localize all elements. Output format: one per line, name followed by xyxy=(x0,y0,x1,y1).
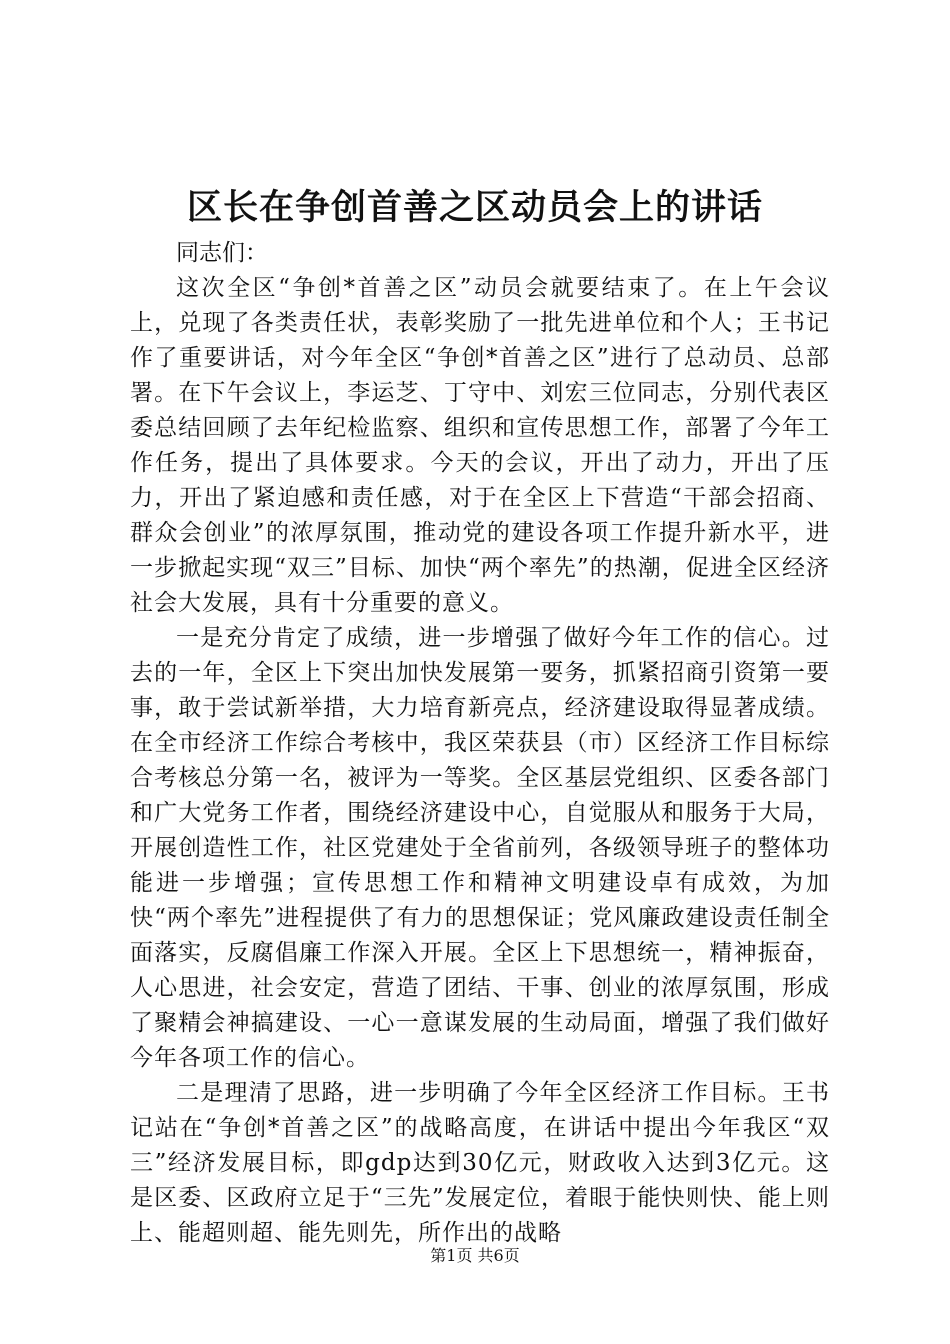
paragraph-2: 一是充分肯定了成绩，进一步增强了做好今年工作的信心。过去的一年，全区上下突出加快发展第一要务，抓紧招商引资第一要事，敢于尝试新举措，大力培育新亮点，经济建设取得显著成绩。在全市经济工作综合考核中，我区荣获县（市）区经济工作目标综合考核总分第一名，被评为一等奖。全区基层党组织、区委各部门和广大党务工作者，围绕经济建设中心，自觉服从和服务于大局，开展创造性工作，社区党建处于全省前列，各级领导班子的整体功能进一步增强；宣传思想工作和精神文明建设卓有成效，为加快“两个率先”进程提供了有力的思想保证；党风廉政建设责任制全面落实，反腐倡廉工作深入开展。全区上下思想统一，精神振奋，人心思进，社会安定，营造了团结、干事、创业的浓厚氛围，形成了聚精会神搞建设、一心一意谋发展的生动局面，增强了我们做好今年各项工作的信心。 xyxy=(130,625,830,1071)
document-body xyxy=(130,236,830,1251)
salutation: 同志们： xyxy=(176,240,268,266)
document-title: 区长在争创首善之区动员会上的讲话 xyxy=(186,187,763,228)
page-number-footer: 第1页 共6页 xyxy=(430,1246,520,1265)
paragraph-1: 这次全区“争创*首善之区”动员会就要结束了。在上午会议上，兑现了各类责任状，表彰奖励了一批先进单位和个人；王书记作了重要讲话，对今年全区“争创*首善之区”进行了总动员、总部署。在下午会议上，李运芝、丁守中、刘宏三位同志，分别代表区委总结回顾了去年纪检监察、组织和宣传思想工作，部署了今年工作任务，提出了具体要求。今天的会议，开出了动力，开出了压力，开出了紧迫感和责任感，对于在全区上下营造“干部会招商、群众会创业”的浓厚氛围，推动党的建设各项工作提升新水平，进一步掀起实现“双三”目标、加快“两个率先”的热潮，促进全区经济社会大发展，具有十分重要的意义。 xyxy=(130,275,830,616)
paragraph-3: 二是理清了思路，进一步明确了今年全区经济工作目标。王书记站在“争创*首善之区”的战略高度，在讲话中提出今年我区“双三”经济发展目标，即gdp达到30亿元，财政收入达到3亿元。这是区委、区政府立足于“三先”发展定位，着眼于能快则快、能上则上、能超则超、能先则先，所作出的战略 xyxy=(130,1080,830,1246)
